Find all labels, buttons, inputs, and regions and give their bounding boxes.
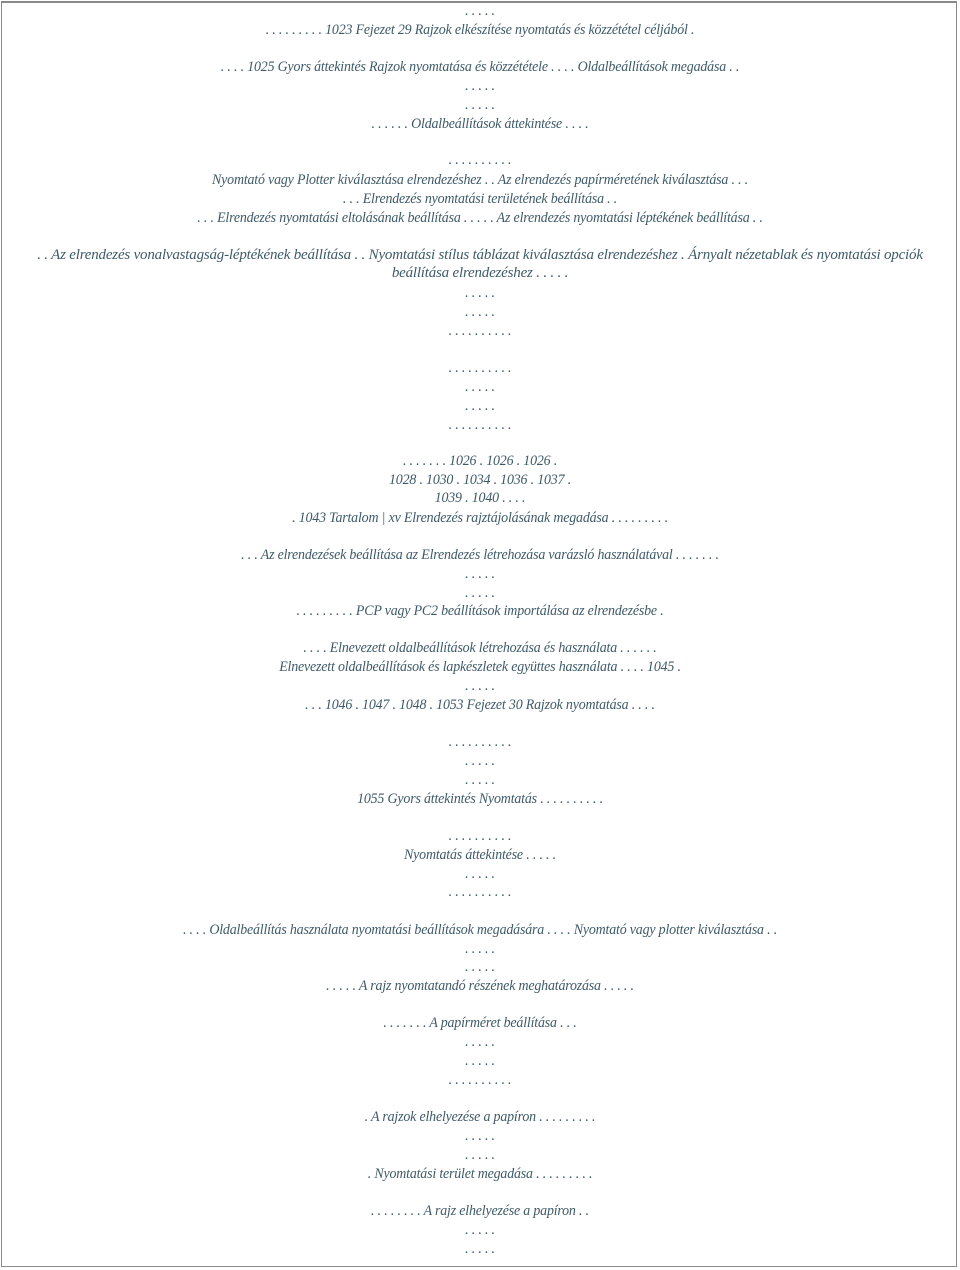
toc-line: . . . . . [465, 1222, 495, 1238]
toc-line: . . . . . . . . . . [448, 360, 512, 376]
toc-line: Nyomtatás áttekintése . . . . . [404, 847, 556, 863]
toc-line: . . . . . . . . . . [448, 828, 512, 844]
toc-line: . . . . . . . . . 1023 Fejezet 29 Rajzok elkészítése nyomtatás és közzététel céljából . [265, 22, 695, 38]
toc-line: . . . Elrendezés nyomtatási eltolásának beállítása . . . . . Az elrendezés nyomtatási léptékének beállítása . . [197, 210, 763, 226]
toc-line: . . . . . [465, 1034, 495, 1050]
toc-line: . . . . . [465, 866, 495, 882]
toc-line: . 1043 Tartalom | xv Elrendezés rajztájolásának megadása . . . . . . . . . [292, 510, 668, 526]
toc-line: . . . . . . . . . . [448, 734, 512, 750]
toc-line: . . . . . . . . . . [448, 1072, 512, 1088]
toc-line: . . . 1046 . 1047 . 1048 . 1053 Fejezet 30 Rajzok nyomtatása . . . . [305, 697, 655, 713]
toc-line: 1039 . 1040 . . . . [434, 490, 526, 506]
toc-line: . . . . . [465, 1128, 495, 1144]
toc-line: . . Az elrendezés vonalvastagság-léptékének beállítása . . Nyomtatási stílus táblázat kiválasztása elrendezéshez . Árnyalt nézetablak és nyomtatási opciók beállítása elrendezéshez . . . . . [37, 247, 923, 281]
toc-line: . . . . . [465, 1147, 495, 1163]
toc-line: . . . . . [465, 1241, 495, 1257]
toc-line: . . . . . . . . A rajz elhelyezése a papíron . . [371, 1203, 589, 1219]
toc-line: . . . . . [465, 959, 495, 975]
toc-line: . . . . . [465, 566, 495, 582]
toc-line: . . . . . [465, 398, 495, 414]
toc-line: . . . . . [465, 97, 495, 113]
toc-line: . . . . 1025 Gyors áttekintés Rajzok nyomtatása és közzététele . . . . Oldalbeállítások megadása . . [220, 59, 740, 75]
toc-line: . . . . . . . . . . [448, 152, 512, 168]
toc-line: . . . . . . . . . . [448, 884, 512, 900]
toc-line: . . . . . [465, 304, 495, 320]
toc-line: . . . . . . . . . . [448, 323, 512, 339]
toc-line: . . . Az elrendezések beállítása az Elrendezés létrehozása varázsló használatával . . . . . . . [241, 547, 719, 563]
toc-line: . . . . . [465, 1053, 495, 1069]
toc-line: . . . . . [465, 772, 495, 788]
toc-line: Nyomtató vagy Plotter kiválasztása elrendezéshez . . Az elrendezés papírméretének kiválasztása . . . [212, 172, 748, 188]
toc-line: . . . . Oldalbeállítás használata nyomtatási beállítások megadására . . . . Nyomtató vagy plotter kiválasztása . . [182, 922, 778, 938]
toc-line: . . . . . [465, 285, 495, 301]
toc-line: . . . . . . . 1026 . 1026 . 1026 . [402, 453, 558, 469]
toc-line: . . . . . . . . . PCP vagy PC2 beállítások importálása az elrendezésbe . [296, 603, 664, 619]
toc-line: 1028 . 1030 . 1034 . 1036 . 1037 . [388, 472, 571, 488]
toc-line: . . . . . [465, 753, 495, 769]
toc-line: 1055 Gyors áttekintés Nyomtatás . . . . . . . . . . [357, 791, 603, 807]
toc-line: . . . Elrendezés nyomtatási területének beállítása . . [342, 191, 618, 207]
toc-line: . . . . . . . A papírméret beállítása . . . [383, 1015, 577, 1031]
toc-line: . . . . . [465, 941, 495, 957]
toc-line: . . . . . [465, 585, 495, 601]
toc-line: . . . . . [465, 78, 495, 94]
toc-line: . . . . . . Oldalbeállítások áttekintése . . . . [371, 116, 589, 132]
toc-line: Elnevezett oldalbeállítások és lapkészletek együttes használata . . . . 1045 . [279, 659, 681, 675]
toc-line: . . . . . [465, 379, 495, 395]
toc-line: . Nyomtatási terület megadása . . . . . . . . . [367, 1166, 593, 1182]
toc-line: . . . . . A rajz nyomtatandó részének meghatározása . . . . . [326, 978, 634, 994]
toc-line: . . . . Elnevezett oldalbeállítások létrehozása és használata . . . . . . [303, 640, 657, 656]
toc-line: . A rajzok elhelyezése a papíron . . . . . . . . . [364, 1109, 596, 1125]
toc-line: . . . . . [465, 678, 495, 694]
toc-line: . . . . . [465, 3, 495, 19]
toc-line: . . . . . . . . . . [448, 417, 512, 433]
